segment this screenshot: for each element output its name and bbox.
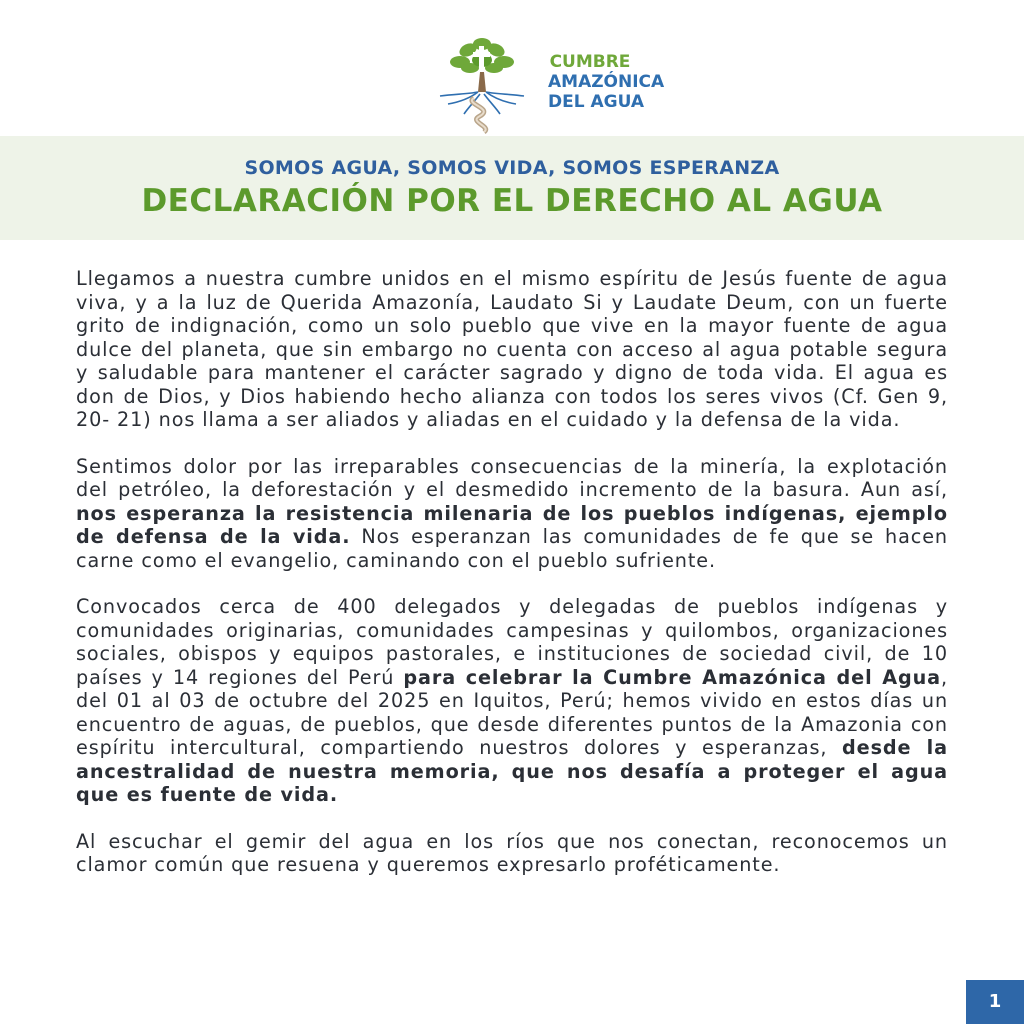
paragraph-1-text: Llegamos a nuestra cumbre unidos en el mismo espíritu de Jesús fuente de agua viva, y a la luz de Querida Amazonía, Laudato Si y Laudate Deum, con un fuerte grito de indignación, como un solo pueblo que vive en la mayor fuente de agua dulce del planeta, que sin embargo no cuenta con acceso al agua potable segura y saludable para mantener el carácter sagrado y digno de toda vida. El agua es don de Dios, y Dios habiendo hecho alianza con todos los seres vivos (Cf. Gen 9, 20- 21) nos llama a ser aliados y aliadas en el cuidado y la defensa de la vida. — [76, 267, 948, 431]
page-number-badge: 1 — [966, 980, 1024, 1024]
paragraph-4-text: Al escuchar el gemir del agua en los ríos que nos conectan, reconocemos un clamor común que resuena y queremos expresarlo proféticamente. — [76, 829, 948, 876]
logo — [434, 32, 665, 134]
paragraph-2-text-c: Nos esperanzan las comunidades de fe que se hacen carne como el evangelio, caminando con el pueblo sufriente. — [76, 525, 948, 572]
paragraph-4 — [76, 830, 948, 877]
paragraph-3 — [76, 595, 948, 807]
paragraph-2-emphasis: nos esperanza la resistencia milenaria de los pueblos indígenas, ejemplo de defensa de la vida. — [76, 501, 948, 548]
paragraph-2-text-a: Sentimos dolor por las irreparables consecuencias de la minería, la explotación del petróleo, la deforestación y el desmedido incremento de la basura. Aun así, — [76, 454, 948, 501]
paragraph-3-emphasis-2: desde la ancestralidad de nuestra memoria, que nos desafía a proteger el agua que es fuente de vida. — [76, 736, 948, 806]
tagline: SOMOS AGUA, SOMOS VIDA, SOMOS ESPERANZA — [244, 157, 780, 179]
declaration-body — [76, 267, 948, 900]
paragraph-3-emphasis-1: para celebrar la Cumbre Amazónica del Agua — [403, 665, 941, 689]
logo-line-1: CUMBRE — [549, 52, 631, 72]
paragraph-1 — [76, 267, 948, 432]
logo-wordmark — [548, 52, 665, 112]
logo-line-2: AMAZÓNICA — [548, 72, 665, 92]
document-title: DECLARACIÓN POR EL DERECHO AL AGUA — [141, 183, 883, 219]
tree-cross-river-logo-icon — [434, 32, 546, 134]
logo-line-3: DEL AGUA — [548, 92, 645, 112]
paragraph-3-text-c: , del 01 al 03 de octubre del 2025 en Iquitos, Perú; hemos vivido en estos días un encuentro de aguas, de pueblos, que desde diferentes puntos de la Amazonia con espíritu intercultural, compartiendo nuestros dolores y esperanzas, — [76, 665, 948, 759]
paragraph-2 — [76, 455, 948, 573]
paragraph-3-text-a: Convocados cerca de 400 delegados y delegadas de pueblos indígenas y comunidades originarias, comunidades campesinas y quilombos, organizaciones sociales, obispos y equipos pastorales, e instituciones de sociedad civil, de 10 países y 14 regiones del Perú — [76, 595, 948, 689]
